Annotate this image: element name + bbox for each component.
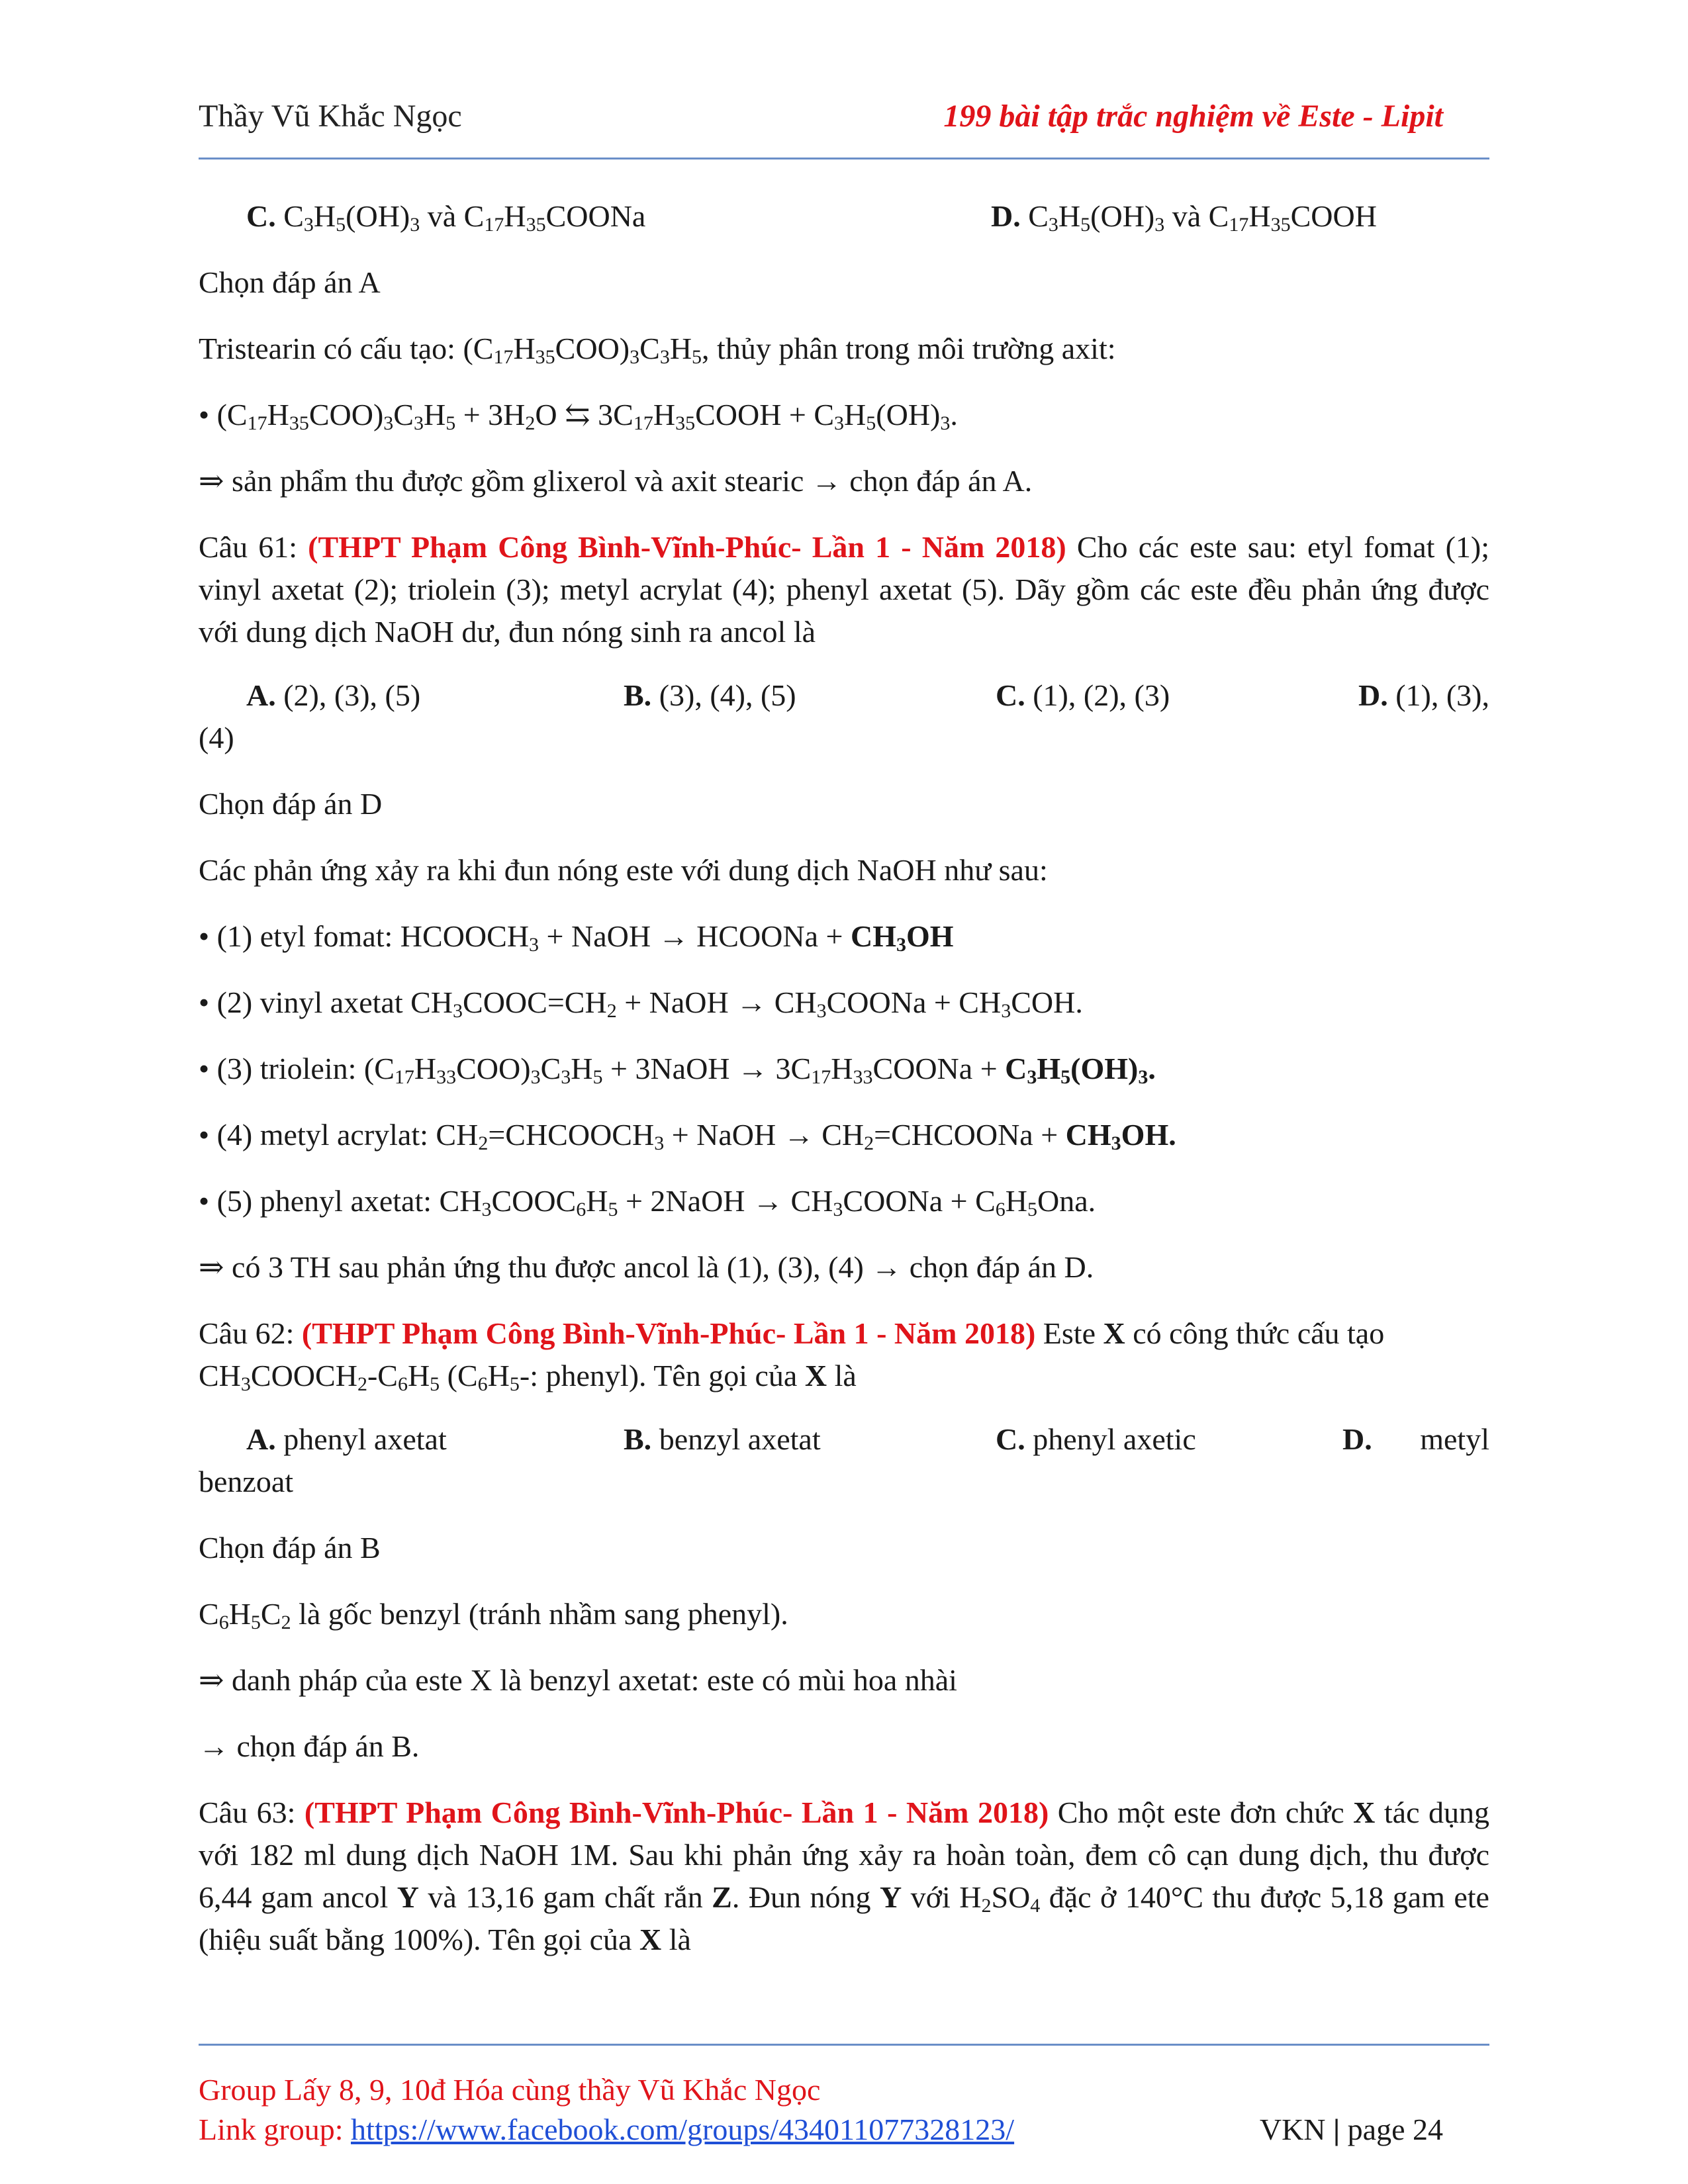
footer-page-number: VKN | page 24 [1259,2113,1443,2146]
footer-group-link[interactable]: https://www.facebook.com/groups/434011077328123/ [350,2113,1015,2146]
q61-reaction-5: • (5) phenyl axetat: $CH_3COOC_6H_5$ + 2NaOH → $CH_3COONa + C_6H_5Ona$. [199,1184,1096,1220]
q62-option-b: B. benzyl axetat [624,1422,821,1456]
document-body [199,195,1489,1985]
question-62-options [199,1418,1489,1461]
question-61-source: (THPT Phạm Công Bình-Vĩnh-Phúc- Lần 1 - Năm 2018) [308,530,1066,564]
q61-reaction-1: • (1) etyl fomat: $HCOOCH_3$ + NaOH → HCOONa + $CH_3OH$ [199,919,954,956]
q62-option-d-continued: benzoat [199,1465,294,1498]
q62-explanation-1: $C_6H_5C_2$ là gốc benzyl (tránh nhầm sang phenyl). [199,1597,788,1633]
question-63-stem: Câu 63: (THPT Phạm Công Bình-Vĩnh-Phúc- Lần 1 - Năm 2018) Cho một este đơn chức X tác dụng với 182 ml dung dịch NaOH 1M. Sau khi phản ứng xảy ra hoàn toàn, đem cô cạn dung dịch, thu được 6,44 gam ancol Y và 13,16 gam chất rắn Z. Đun nóng Y với $H_2SO_4$ đặc ở 140°C thu được 5,18 gam ete (hiệu suất bằng 100%). Tên gọi của X là [199,1796,1489,1956]
question-63-source: (THPT Phạm Công Bình-Vĩnh-Phúc- Lần 1 - Năm 2018) [304,1796,1049,1829]
page-header [199,93,1489,159]
q61-reaction-2: • (2) vinyl axetat $CH_3COOC=CH_2$ + NaOH → $CH_3COONa + CH_3COH$. [199,985,1083,1022]
q61-conclusion: ⇒ có 3 TH sau phản ứng thu được ancol là (1), (3), (4) → chọn đáp án D. [199,1250,1094,1284]
q61-reaction-4: • (4) metyl acrylat: $CH_2=CHCOOCH_3$ + NaOH → $CH_2=CHCOONa + CH_3OH$. [199,1118,1176,1154]
prev-question-options [199,195,1489,238]
q61-option-a: A. (2), (3), (5) [246,678,421,712]
q61-option-c: C. (1), (2), (3) [996,678,1170,712]
footer-group-name: Group Lấy 8, 9, 10đ Hóa cùng thầy Vũ Khắc Ngọc [199,2073,821,2107]
q62-answer: Chọn đáp án B [199,1531,381,1565]
q61-option-d: D. (1), (3), [1358,678,1489,712]
q61-option-d-continued: (4) [199,721,234,754]
q62-explanation-2: ⇒ danh pháp của este X là benzyl axetat: este có mùi hoa nhài [199,1663,957,1697]
q62-option-a: A. phenyl axetat [246,1422,447,1456]
q62-option-d: D. metyl [1342,1422,1489,1456]
question-62-stem: Câu 62: (THPT Phạm Công Bình-Vĩnh-Phúc- Lần 1 - Năm 2018) Este X có công thức cấu tạo $CH_3COOCH_2-C_6H_5$ ($C_6H_5-$: phenyl). Tên gọi của X là [199,1316,1385,1395]
footer-link-line: Link group: https://www.facebook.com/groups/434011077328123/ [199,2113,1015,2146]
q62-option-c: C. phenyl axetic [996,1422,1196,1456]
q61-intro: Các phản ứng xảy ra khi đun nóng este với dung dịch NaOH như sau: [199,853,1048,887]
prev-conclusion: ⇒ sản phẩm thu được gồm glixerol và axit stearic → chọn đáp án A. [199,464,1033,498]
question-61-options [199,674,1489,717]
prev-equation: • $(C_{17}H_{35}COO)_3C_3H_5 + 3H_2O$ ⇆ $3C_{17}H_{35}COOH + C_3H_5(OH)_3$. [199,398,958,434]
prev-explanation-structure: Tristearin có cấu tạo: $(C_{17}H_{35}COO)_3C_3H_5$, thủy phân trong môi trường axit: [199,332,1116,368]
q61-answer: Chọn đáp án D [199,787,383,821]
q62-explanation-3: → chọn đáp án B. [199,1729,420,1763]
prev-option-d: D. $C_3H_5(OH)_3$ và $C_{17}H_{35}COOH$ [991,199,1377,236]
prev-option-c: C. $C_3H_5(OH)_3$ và $C_{17}H_{35}COONa$ [246,199,646,236]
header-document-title: 199 bài tập trắc nghiệm về Este - Lipit [943,99,1443,134]
header-author: Thầy Vũ Khắc Ngọc [199,99,462,134]
q61-option-b: B. (3), (4), (5) [624,678,796,712]
question-61-stem: Câu 61: (THPT Phạm Công Bình-Vĩnh-Phúc- Lần 1 - Năm 2018) Cho các este sau: etyl fomat (1); vinyl axetat (2); triolein (3); metyl acrylat (4); phenyl axetat (5). Dãy gồm các este đều phản ứng được với dung dịch NaOH dư, đun nóng sinh ra ancol là [199,530,1489,649]
page-footer [199,2044,1489,2146]
q61-reaction-3: • (3) triolein: $(C_{17}H_{33}COO)_3C_3H_5$ + 3NaOH → $3C_{17}H_{33}COONa + C_3H_5(OH)_3$. [199,1052,1156,1088]
prev-answer: Chọn đáp án A [199,265,381,299]
question-62-source: (THPT Phạm Công Bình-Vĩnh-Phúc- Lần 1 - Năm 2018) [301,1316,1036,1350]
